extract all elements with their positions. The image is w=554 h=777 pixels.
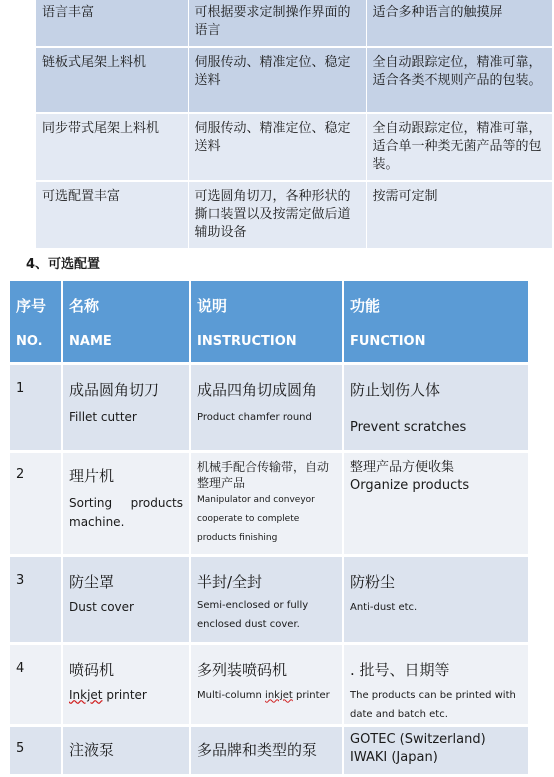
table-row: [10, 555, 529, 643]
row-name-en-a: Inkjet: [69, 687, 103, 702]
row-name-zh: 防尘罩: [69, 572, 115, 591]
description-cell: 伺服传动、精准定位、稳定送料: [188, 47, 366, 113]
row-function-zh: 整理产品方便收集: [350, 459, 455, 475]
header-name: [62, 281, 190, 363]
row-function-en: The products can be printed with date and batch etc.: [350, 689, 516, 720]
row-name-cell: [62, 451, 190, 555]
row-no: 1: [16, 380, 25, 396]
row-no: 4: [16, 660, 25, 676]
row-name-en-b: printer: [102, 687, 147, 702]
table-row: [36, 113, 552, 181]
advantage-cell: 适合多种语言的触摸屏: [366, 0, 552, 47]
header-function: [343, 281, 529, 363]
row-instruction-en-a: Multi-column: [197, 689, 266, 701]
row-instruction-zh: 机械手配合传输带，自动整理产品: [197, 459, 330, 490]
description-cell: 伺服传动、精准定位、稳定送料: [188, 113, 366, 181]
table-row: [36, 0, 552, 47]
description-cell: 可根据要求定制操作界面的语言: [188, 0, 366, 47]
header-no-zh: 序号: [16, 297, 47, 315]
row-function-cell: [343, 555, 529, 643]
row-name-en: [69, 686, 183, 705]
row-no-cell: [10, 643, 62, 725]
row-no: 3: [16, 572, 25, 588]
row-instruction-en: Semi-enclosed or fully enclosed dust cover.: [197, 599, 309, 630]
row-name-en: Sorting products machine.: [69, 495, 183, 529]
row-no: 2: [16, 466, 25, 482]
header-name-zh: 名称: [69, 297, 100, 315]
row-no-cell: [10, 555, 62, 643]
row-no-cell: [10, 363, 62, 451]
row-instruction-en: [197, 686, 336, 705]
row-instruction-cell: [190, 555, 343, 643]
row-function-en: Anti-dust etc.: [350, 601, 418, 613]
row-name-cell: [62, 363, 190, 451]
header-no-en: NO.: [16, 334, 43, 349]
row-instruction-cell: [190, 643, 343, 725]
header-function-zh: 功能: [350, 297, 381, 315]
table-row: [36, 47, 552, 113]
row-function-line2: IWAKI (Japan): [350, 749, 438, 765]
row-function-line1: GOTEC (Switzerland): [350, 731, 486, 747]
row-instruction-en: Product chamfer round: [197, 411, 312, 423]
row-function-cell: [343, 363, 529, 451]
table-header-row: [10, 281, 529, 363]
row-function-zh: 防粉尘: [350, 572, 396, 591]
header-instruction-en: INSTRUCTION: [197, 334, 297, 349]
advantage-cell: 按需可定制: [366, 181, 552, 249]
row-instruction-cell: [190, 363, 343, 451]
description-cell: 可选圆角切刀，各种形状的撕口装置以及按需定做后道辅助设备: [188, 181, 366, 249]
advantage-cell: 全自动跟踪定位，精准可靠，适合单一种类无菌产品等的包装。: [366, 113, 552, 181]
row-instruction-en: Manipulator and conveyor cooperate to complete products finishing: [197, 494, 315, 543]
feature-table: [36, 0, 553, 250]
feature-cell: 链板式尾架上料机: [36, 47, 188, 113]
row-function-zh: . 批号、日期等: [350, 660, 450, 679]
row-name-zh: 理片机: [69, 466, 115, 485]
row-no-cell: [10, 451, 62, 555]
row-name-zh: 喷码机: [69, 660, 115, 679]
row-instruction-en-c: printer: [292, 689, 330, 701]
row-instruction-cell: [190, 451, 343, 555]
row-function-cell: [343, 643, 529, 725]
row-instruction-zh: 半封/全封: [197, 572, 263, 591]
row-function-en: Organize products: [350, 477, 470, 493]
section-heading: 4、可选配置: [26, 257, 101, 272]
feature-cell: 同步带式尾架上料机: [36, 113, 188, 181]
header-name-en: NAME: [69, 334, 112, 349]
table-row: [36, 181, 552, 249]
options-table: [10, 281, 530, 777]
table-row: [10, 363, 529, 451]
row-name-zh: 成品圆角切刀: [69, 380, 160, 399]
feature-cell: 语言丰富: [36, 0, 188, 47]
header-function-en: FUNCTION: [350, 334, 426, 349]
header-instruction-zh: 说明: [197, 297, 228, 315]
header-instruction: [190, 281, 343, 363]
row-instruction-zh: 多品牌和类型的泵: [197, 740, 318, 759]
row-name-cell: [62, 555, 190, 643]
table-row: [10, 451, 529, 555]
row-function-zh: 防止划伤人体: [350, 380, 441, 399]
table-row: [10, 643, 529, 725]
advantage-cell: 全自动跟踪定位，精准可靠，适合各类不规则产品的包装。: [366, 47, 552, 113]
header-no: [10, 281, 62, 363]
row-name-cell: [62, 643, 190, 725]
feature-cell: 可选配置丰富: [36, 181, 188, 249]
row-instruction-zh: 成品四角切成圆角: [197, 380, 318, 399]
row-no: 5: [16, 740, 25, 756]
row-instruction-en-b: inkjet: [265, 689, 293, 701]
row-instruction-zh: 多列装喷码机: [197, 660, 288, 679]
row-function-en: Prevent scratches: [350, 419, 467, 435]
row-name-en: Dust cover: [69, 599, 134, 614]
row-function-cell: [343, 451, 529, 555]
row-name-en: Fillet cutter: [69, 409, 137, 424]
row-name-zh: 注液泵: [69, 740, 115, 759]
